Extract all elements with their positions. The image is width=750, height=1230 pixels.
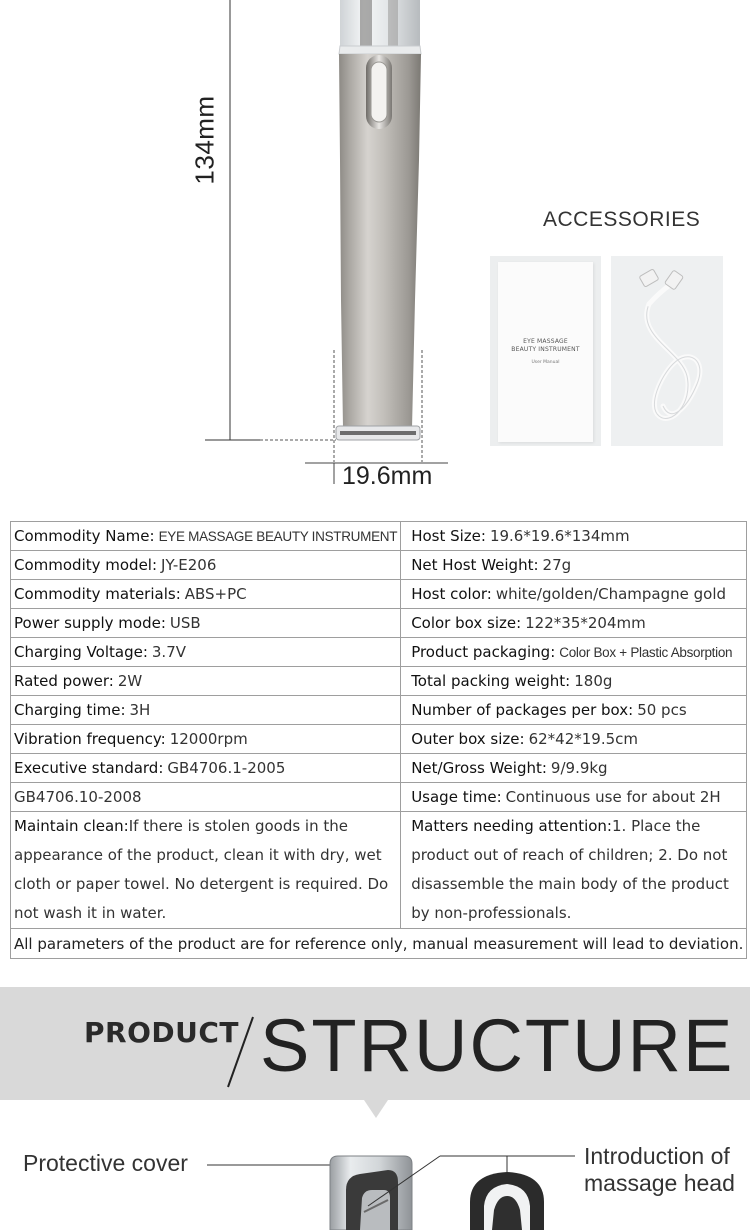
table-row bbox=[11, 783, 747, 812]
spec-cell bbox=[11, 580, 401, 609]
spec-value: 180g bbox=[574, 672, 613, 690]
maintain-clean-cell bbox=[11, 812, 401, 929]
maintain-clean-text: If there is stolen goods in the appearance of the product, clean it with dry, wet cloth or paper towel. No detergent is required. Do not wash it in water. bbox=[14, 817, 389, 922]
spec-cell bbox=[11, 754, 401, 783]
spec-label: Vibration frequency: bbox=[14, 730, 166, 748]
spec-cell bbox=[11, 696, 401, 725]
table-row bbox=[11, 638, 747, 667]
label-protective-cover: Protective cover bbox=[23, 1150, 188, 1176]
spec-label: Commodity model: bbox=[14, 556, 158, 574]
spec-cell bbox=[401, 638, 747, 667]
spec-value: 3.7V bbox=[151, 643, 187, 661]
spec-label: Charging time: bbox=[14, 701, 126, 719]
spec-cell bbox=[401, 551, 747, 580]
spec-value: JY-E206 bbox=[161, 556, 217, 574]
spec-cell bbox=[401, 522, 747, 551]
attention-cell bbox=[401, 812, 747, 929]
spec-cell bbox=[11, 638, 401, 667]
spec-cell bbox=[11, 609, 401, 638]
attention-label: Matters needing attention: bbox=[411, 817, 612, 835]
manual-sheet bbox=[498, 262, 593, 442]
spec-cell bbox=[11, 667, 401, 696]
table-row bbox=[11, 725, 747, 754]
clear-cap bbox=[340, 0, 420, 48]
spec-value: EYE MASSAGE BEAUTY INSTRUMENT bbox=[158, 529, 398, 544]
spec-cell bbox=[11, 783, 401, 812]
spec-label: Host color: bbox=[411, 585, 492, 603]
spec-value: Continuous use for about 2H bbox=[505, 788, 721, 806]
table-row bbox=[11, 609, 747, 638]
spec-cell bbox=[11, 551, 401, 580]
height-dimension-label: 134mm bbox=[189, 95, 220, 185]
table-row bbox=[11, 812, 747, 929]
spec-value: 12000rpm bbox=[169, 730, 248, 748]
spec-value: 27g bbox=[542, 556, 572, 574]
spec-label: Net/Gross Weight: bbox=[411, 759, 547, 777]
spec-label: Net Host Weight: bbox=[411, 556, 539, 574]
spec-value: 2W bbox=[117, 672, 143, 690]
spec-value: 3H bbox=[129, 701, 151, 719]
spec-cell bbox=[401, 667, 747, 696]
accessories-title: ACCESSORIES bbox=[543, 208, 701, 231]
spec-cell bbox=[11, 522, 401, 551]
spec-label: Executive standard: bbox=[14, 759, 164, 777]
spec-value: GB4706.10-2008 bbox=[14, 788, 142, 806]
manual-title: EYE MASSAGE BEAUTY INSTRUMENT bbox=[511, 338, 580, 353]
spec-value: 62*42*19.5cm bbox=[528, 730, 639, 748]
spec-label: Outer box size: bbox=[411, 730, 525, 748]
spec-label: Rated power: bbox=[14, 672, 114, 690]
table-row bbox=[11, 929, 747, 959]
spec-cell bbox=[401, 754, 747, 783]
manual-subtitle: User Manual bbox=[531, 360, 560, 365]
product-dimension-figure bbox=[0, 0, 750, 500]
spec-label: Charging Voltage: bbox=[14, 643, 148, 661]
spec-value: 50 pcs bbox=[637, 701, 687, 719]
table-row bbox=[11, 754, 747, 783]
spec-label: Commodity Name: bbox=[14, 527, 155, 545]
structure-banner bbox=[0, 987, 750, 1100]
attention-text: 1. Place the product out of reach of children; 2. Do not disassemble the main body of the product by non-professionals. bbox=[411, 817, 729, 922]
width-dimension-label: 19.6mm bbox=[342, 462, 433, 490]
spec-value: 19.6*19.6*134mm bbox=[489, 527, 630, 545]
spec-table bbox=[10, 521, 747, 959]
spec-cell bbox=[11, 725, 401, 754]
table-row bbox=[11, 522, 747, 551]
table-row bbox=[11, 696, 747, 725]
spec-label: Color box size: bbox=[411, 614, 522, 632]
spec-label: Usage time: bbox=[411, 788, 502, 806]
accessory-manual bbox=[490, 256, 601, 446]
spec-label: Commodity materials: bbox=[14, 585, 181, 603]
spec-label: Product packaging: bbox=[411, 643, 556, 661]
spec-cell bbox=[401, 725, 747, 754]
accessory-usb-cable bbox=[611, 256, 723, 446]
banner-word-product: PRODUCT bbox=[84, 1016, 240, 1049]
spec-value: GB4706.1-2005 bbox=[167, 759, 286, 777]
spec-label: Power supply mode: bbox=[14, 614, 166, 632]
spec-label: Total packing weight: bbox=[411, 672, 571, 690]
table-row bbox=[11, 580, 747, 609]
spec-value: USB bbox=[169, 614, 201, 632]
reference-note: All parameters of the product are for reference only, manual measurement will lead to deviation. bbox=[11, 929, 747, 959]
spec-cell bbox=[401, 696, 747, 725]
banner-word-structure: STRUCTURE bbox=[260, 1004, 735, 1087]
spec-value: Color Box + Plastic Absorption bbox=[559, 645, 733, 660]
spec-cell bbox=[401, 609, 747, 638]
maintain-clean-label: Maintain clean: bbox=[14, 817, 129, 835]
usb-cable-icon bbox=[611, 256, 723, 446]
spec-cell bbox=[401, 783, 747, 812]
spec-value: 9/9.9kg bbox=[550, 759, 608, 777]
label-massage-head-intro: Introduction of massage head bbox=[584, 1143, 735, 1196]
spec-label: Number of packages per box: bbox=[411, 701, 634, 719]
spec-label: Host Size: bbox=[411, 527, 486, 545]
spec-cell bbox=[401, 580, 747, 609]
table-row bbox=[11, 551, 747, 580]
table-row bbox=[11, 667, 747, 696]
spec-value: ABS+PC bbox=[184, 585, 247, 603]
banner-down-arrow-icon bbox=[364, 1100, 388, 1120]
spec-value: white/golden/Champagne gold bbox=[495, 585, 727, 603]
spec-value: 122*35*204mm bbox=[525, 614, 646, 632]
